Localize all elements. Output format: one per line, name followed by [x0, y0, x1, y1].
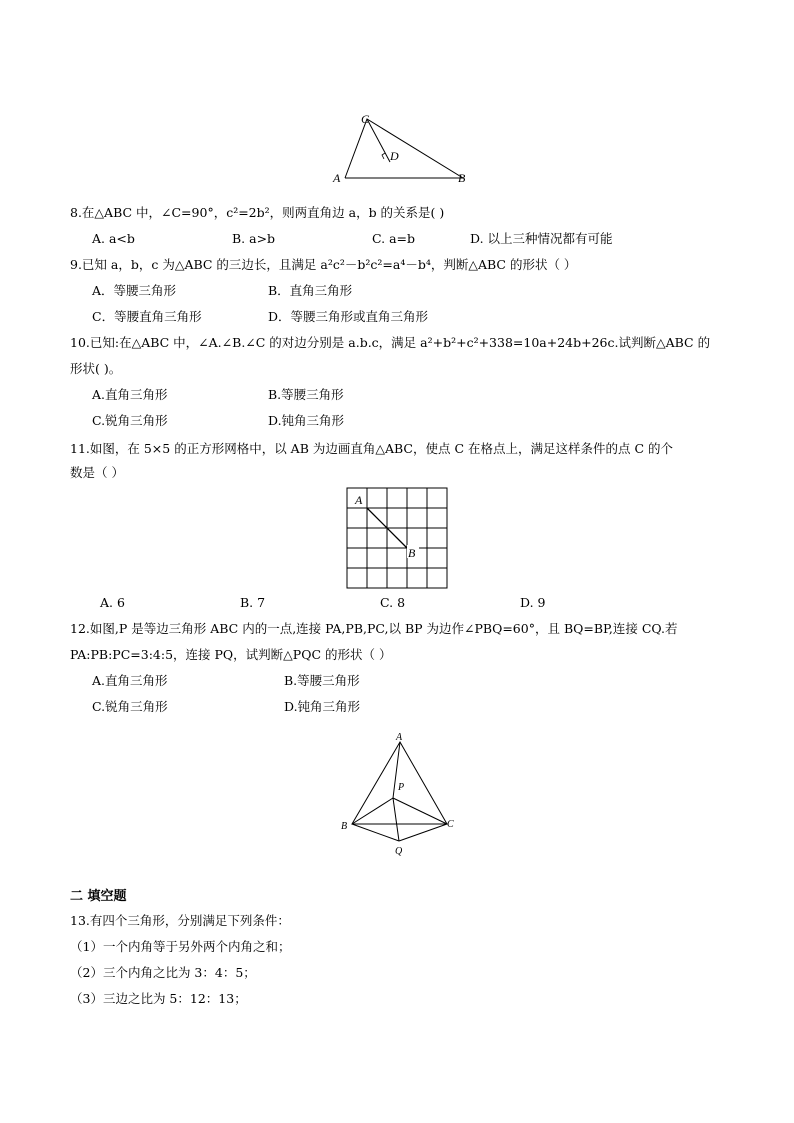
grid-label-b: B [408, 546, 416, 560]
q8-option-c: C. a=b [372, 231, 415, 246]
q8-option-a: A. a<b [92, 231, 135, 246]
q11-option-b: B. 7 [240, 595, 266, 610]
fig3-label-b: B [341, 821, 348, 832]
grid-5x5-figure [340, 483, 450, 591]
question-8-stem: 8.在△ABC 中，∠C=90°，c²=2b²，则两直角边 a，b 的关系是( ) [70, 205, 445, 220]
q12-option-d: D.钝角三角形 [284, 699, 361, 714]
grid-label-a: A [355, 493, 363, 507]
q9-option-b: B．直角三角形 [268, 283, 353, 298]
q11-option-d: D. 9 [520, 595, 546, 610]
q12-option-c: C.锐角三角形 [92, 699, 168, 714]
question-11-stem-line1: 11.如图，在 5×5 的正方形网格中，以 AB 为边画直角△ABC，使点 C 在格点上，满足这样条件的点 C 的个 [70, 441, 674, 456]
label-c: C [361, 112, 370, 126]
q11-option-a: A. 6 [100, 595, 125, 610]
q9-option-d: D．等腰三角形或直角三角形 [268, 309, 429, 324]
question-9-stem: 9.已知 a，b，c 为△ABC 的三边长，且满足 a²c²－b²c²=a⁴－b⁴，判断△ABC 的形状（ ） [70, 257, 577, 272]
question-12-stem-line2: PA:PB:PC=3:4:5，连接 PQ，试判断△PQC 的形状（ ） [70, 647, 392, 662]
fig3-label-q: Q [395, 846, 403, 857]
section-title-fill-in: 二 填空题 [70, 889, 127, 904]
q13-item-2: （2）三个内角之比为 3：4：5； [70, 965, 256, 980]
label-a: A [333, 171, 341, 185]
q13-item-3: （3）三边之比为 5：12：13； [70, 991, 247, 1006]
question-10-stem-line1: 10.已知:在△ABC 中，∠A.∠B.∠C 的对边分别是 a.b.c，满足 a²+b²+c²+338=10a+24b+26c.试判断△ABC 的 [70, 335, 711, 350]
q9-option-a: A．等腰三角形 [92, 283, 177, 298]
question-10-stem-line2: 形状( )。 [70, 361, 122, 376]
equilateral-triangle-pq-figure [336, 730, 466, 862]
fig3-label-a: A [396, 732, 403, 743]
q12-option-b: B.等腰三角形 [284, 673, 360, 688]
fig3-label-c: C [447, 819, 454, 830]
q11-option-c: C. 8 [380, 595, 406, 610]
question-11-stem-line2: 数是（ ） [70, 465, 124, 480]
q10-option-a: A.直角三角形 [92, 387, 168, 402]
fig3-label-p: P [398, 782, 405, 793]
question-13-stem: 13.有四个三角形，分别满足下列条件： [70, 913, 290, 928]
q13-item-1: （1）一个内角等于另外两个内角之和； [70, 939, 291, 954]
label-d: D [390, 149, 399, 163]
q10-option-d: D.钝角三角形 [268, 413, 345, 428]
q8-option-b: B. a>b [232, 231, 276, 246]
triangle-abc-figure [330, 108, 480, 188]
q8-option-d: D. 以上三种情况都有可能 [470, 231, 613, 246]
q10-option-c: C.锐角三角形 [92, 413, 168, 428]
q9-option-c: C．等腰直角三角形 [92, 309, 202, 324]
q10-option-b: B.等腰三角形 [268, 387, 344, 402]
question-12-stem-line1: 12.如图,P 是等边三角形 ABC 内的一点,连接 PA,PB,PC,以 BP 为边作∠PBQ=60°，且 BQ=BP,连接 CQ.若 [70, 621, 678, 636]
q12-option-a: A.直角三角形 [92, 673, 168, 688]
label-b: B [458, 171, 466, 185]
